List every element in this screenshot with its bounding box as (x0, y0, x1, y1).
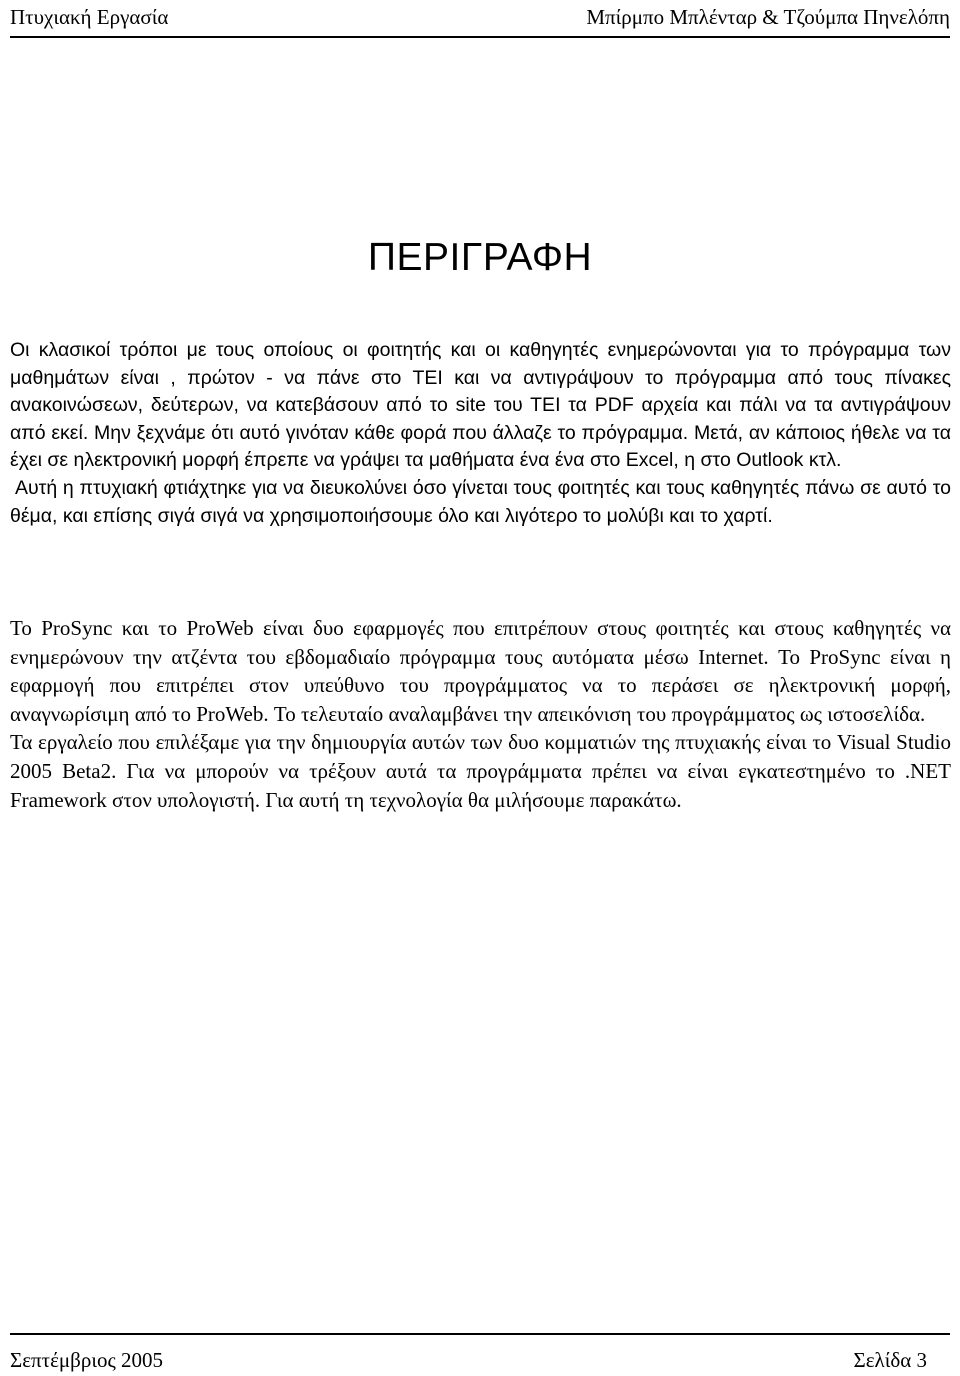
page-footer (10, 1344, 927, 1376)
footer-page-number: Σελίδα 3 (853, 1347, 927, 1372)
section-title: ΠΕΡΙΓΡΑΦΗ (367, 236, 593, 279)
header-document-title: Πτυχιακή Εργασία (10, 4, 169, 29)
paragraph-classic-methods: Οι κλασικοί τρόποι με τους οποίους οι φοιτητής και οι καθηγητές ενημερώνονται για το πρόγραμμα των μαθημάτων είναι , πρώτον - να πάνε στο ΤΕΙ και να αντιγράψουν το πρόγραμμα από τους πίνακες ανακοινώσεων, δεύτερων, να κατεβάσουν από το site του ΤΕΙ τα PDF αρχεία και πάλι να τα αντιγράψουν από εκεί. Μην ξεχνάμε ότι αυτό γινόταν κάθε φορά που άλλαζε το πρόγραμμα. Μετά, αν κάποιος ήθελε να τα έχει σε ηλεκτρονική μορφή έπρεπε να γράψει τα μαθήματα ένα ένα στο Excel, η στο Outlook κτλ. (10, 339, 951, 472)
footer-divider (10, 1333, 950, 1335)
header-authors: Μπίρμπο Μπλένταρ & Τζούμπα Πηνελόπη (586, 4, 950, 29)
description-text-block (10, 614, 951, 814)
intro-text-block (10, 337, 951, 530)
paragraph-tools: Τα εργαλείο που επιλέξαμε για την δημιουργία αυτών των δυο κομματιών της πτυχιακής είναι το Visual Studio 2005 Beta2. Για να μπορούν να τρέξουν αυτά τα προγράμματα πρέπει να είναι εγκατεστημένο το .NET Framework στον υπολογιστή. Για αυτή τη τεχνολογία θα μιλήσουμε παρακάτω. (10, 730, 951, 812)
header-divider (10, 36, 950, 38)
paragraph-purpose: Αυτή η πτυχιακή φτιάχτηκε για να διευκολύνει όσο γίνεται τους φοιτητές και τους καθηγητές πάνω σε αυτό το θέμα, και επίσης σιγά σιγά να χρησιμοποιήσουμε όλο και λιγότερο το μολύβι και το χαρτί. (10, 476, 951, 527)
footer-date: Σεπτέμβριος 2005 (10, 1347, 164, 1372)
page-header (10, 0, 950, 34)
paragraph-prosync-proweb: Το ProSync και το ProWeb είναι δυο εφαρμογές που επιτρέπουν στους φοιτητές και στους καθηγητές να ενημερώνουν την ατζέντα του εβδομαδιαίο πρόγραμμα τους αυτόματα μέσω Internet. Το ProSync είναι η εφαρμογή που επιτρέπει στον υπεύθυνο του προγράμματος να το περάσει σε ηλεκτρονική μορφή, αναγνωρίσιμη από το ProWeb. Το τελευταίο αναλαμβάνει την απεικόνιση του προγράμματος ως ιστοσελίδα. (10, 616, 951, 726)
